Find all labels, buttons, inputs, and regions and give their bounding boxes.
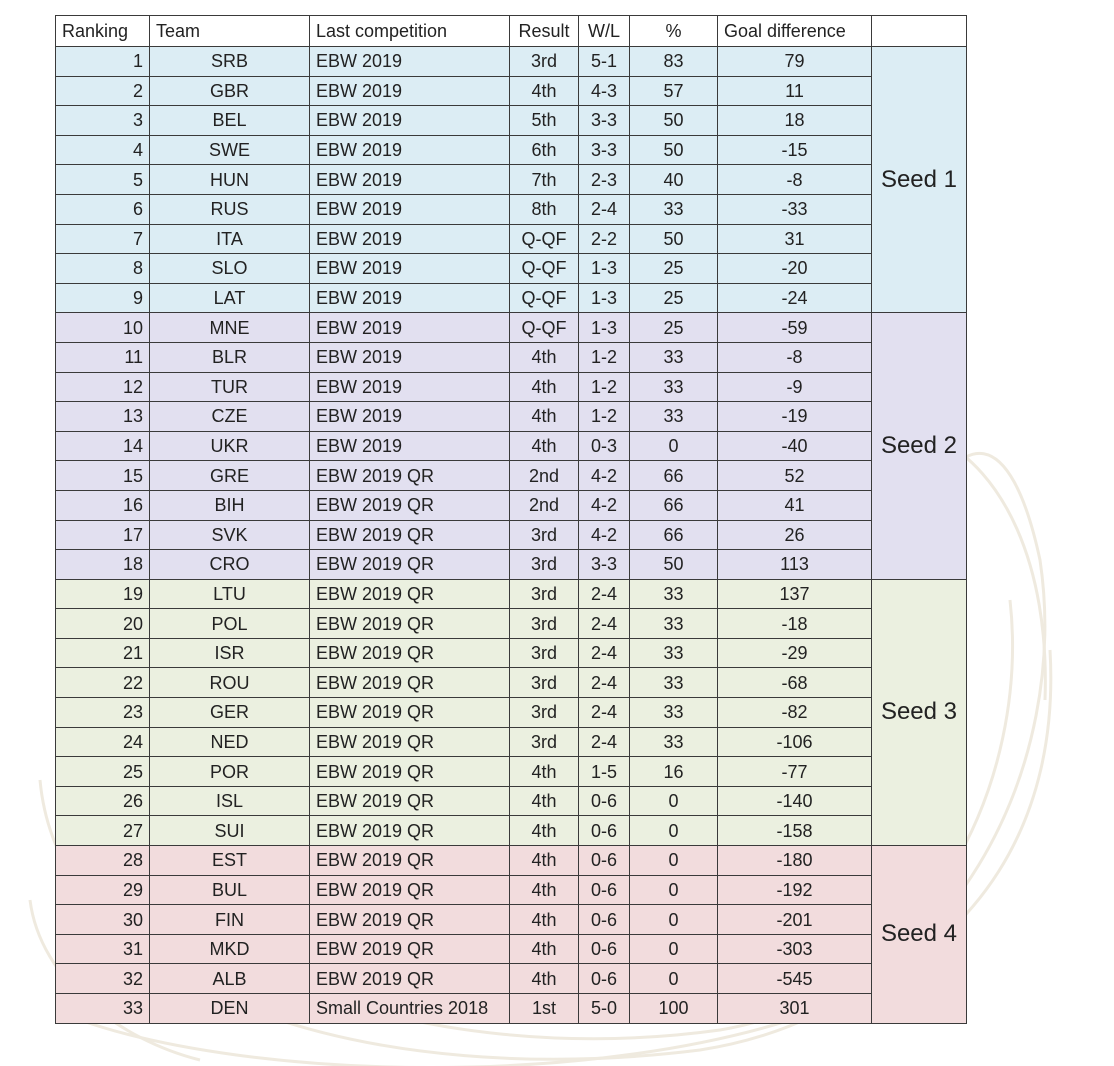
table-row — [56, 668, 967, 698]
cell-last-competition: EBW 2019 QR — [310, 875, 510, 905]
cell-team: LTU — [150, 579, 310, 609]
cell-goal-difference: -303 — [718, 934, 872, 964]
cell-goal-difference: -24 — [718, 283, 872, 313]
cell-team: SRB — [150, 47, 310, 77]
seed-group-label: Seed 1 — [872, 47, 967, 313]
cell-last-competition: EBW 2019 QR — [310, 550, 510, 580]
cell-result: Q-QF — [510, 224, 579, 254]
cell-ranking: 12 — [56, 372, 150, 402]
cell-wl: 0-6 — [579, 934, 630, 964]
cell-result: 3rd — [510, 698, 579, 728]
cell-last-competition: EBW 2019 QR — [310, 816, 510, 846]
cell-goal-difference: -82 — [718, 698, 872, 728]
table-row — [56, 846, 967, 876]
cell-ranking: 32 — [56, 964, 150, 994]
cell-ranking: 30 — [56, 905, 150, 935]
table-row — [56, 994, 967, 1024]
table-row — [56, 490, 967, 520]
cell-result: Q-QF — [510, 283, 579, 313]
cell-goal-difference: 11 — [718, 76, 872, 106]
cell-team: BUL — [150, 875, 310, 905]
seed-ranking-table — [55, 15, 967, 1024]
cell-team: CRO — [150, 550, 310, 580]
cell-wl: 2-3 — [579, 165, 630, 195]
cell-wl: 0-6 — [579, 875, 630, 905]
cell-percent: 0 — [630, 431, 718, 461]
cell-team: UKR — [150, 431, 310, 461]
cell-last-competition: EBW 2019 QR — [310, 786, 510, 816]
cell-ranking: 14 — [56, 431, 150, 461]
cell-team: RUS — [150, 194, 310, 224]
table-row — [56, 579, 967, 609]
seed-group-label: Seed 2 — [872, 313, 967, 579]
cell-ranking: 3 — [56, 106, 150, 136]
cell-wl: 0-6 — [579, 905, 630, 935]
cell-wl: 2-2 — [579, 224, 630, 254]
cell-wl: 1-2 — [579, 342, 630, 372]
table-row — [56, 520, 967, 550]
cell-goal-difference: 52 — [718, 461, 872, 491]
cell-result: 4th — [510, 372, 579, 402]
cell-result: 3rd — [510, 520, 579, 550]
cell-percent: 33 — [630, 402, 718, 432]
table-row — [56, 816, 967, 846]
table-row — [56, 786, 967, 816]
cell-team: ITA — [150, 224, 310, 254]
cell-percent: 0 — [630, 816, 718, 846]
cell-wl: 3-3 — [579, 106, 630, 136]
cell-team: SUI — [150, 816, 310, 846]
cell-percent: 33 — [630, 638, 718, 668]
cell-wl: 2-4 — [579, 579, 630, 609]
cell-wl: 1-3 — [579, 313, 630, 343]
cell-goal-difference: -18 — [718, 609, 872, 639]
cell-ranking: 17 — [56, 520, 150, 550]
cell-team: SVK — [150, 520, 310, 550]
cell-last-competition: EBW 2019 — [310, 254, 510, 284]
table-row — [56, 727, 967, 757]
cell-ranking: 33 — [56, 994, 150, 1024]
cell-percent: 50 — [630, 135, 718, 165]
cell-team: ISR — [150, 638, 310, 668]
cell-wl: 2-4 — [579, 727, 630, 757]
cell-last-competition: EBW 2019 — [310, 194, 510, 224]
cell-result: 3rd — [510, 668, 579, 698]
cell-percent: 33 — [630, 698, 718, 728]
cell-ranking: 26 — [56, 786, 150, 816]
cell-goal-difference: -201 — [718, 905, 872, 935]
cell-goal-difference: -59 — [718, 313, 872, 343]
cell-last-competition: EBW 2019 — [310, 372, 510, 402]
cell-last-competition: EBW 2019 QR — [310, 757, 510, 787]
cell-goal-difference: -192 — [718, 875, 872, 905]
cell-percent: 25 — [630, 254, 718, 284]
cell-team: TUR — [150, 372, 310, 402]
cell-percent: 0 — [630, 875, 718, 905]
cell-wl: 5-0 — [579, 994, 630, 1024]
cell-goal-difference: 41 — [718, 490, 872, 520]
table-row — [56, 283, 967, 313]
cell-last-competition: EBW 2019 — [310, 224, 510, 254]
cell-wl: 1-2 — [579, 372, 630, 402]
cell-ranking: 15 — [56, 461, 150, 491]
cell-ranking: 22 — [56, 668, 150, 698]
cell-wl: 4-3 — [579, 76, 630, 106]
cell-team: SLO — [150, 254, 310, 284]
cell-last-competition: EBW 2019 QR — [310, 520, 510, 550]
cell-ranking: 29 — [56, 875, 150, 905]
table-row — [56, 372, 967, 402]
cell-wl: 4-2 — [579, 520, 630, 550]
cell-wl: 2-4 — [579, 638, 630, 668]
cell-ranking: 11 — [56, 342, 150, 372]
cell-ranking: 2 — [56, 76, 150, 106]
cell-wl: 0-3 — [579, 431, 630, 461]
header-seed — [872, 16, 967, 47]
cell-percent: 57 — [630, 76, 718, 106]
cell-last-competition: EBW 2019 QR — [310, 846, 510, 876]
cell-percent: 50 — [630, 550, 718, 580]
cell-percent: 0 — [630, 934, 718, 964]
table-row — [56, 638, 967, 668]
cell-team: FIN — [150, 905, 310, 935]
cell-goal-difference: -140 — [718, 786, 872, 816]
header-team: Team — [150, 16, 310, 47]
cell-wl: 2-4 — [579, 668, 630, 698]
cell-goal-difference: 113 — [718, 550, 872, 580]
table-row — [56, 47, 967, 77]
cell-ranking: 20 — [56, 609, 150, 639]
cell-percent: 33 — [630, 372, 718, 402]
cell-wl: 0-6 — [579, 816, 630, 846]
cell-ranking: 8 — [56, 254, 150, 284]
cell-goal-difference: -9 — [718, 372, 872, 402]
cell-last-competition: EBW 2019 QR — [310, 727, 510, 757]
table-row — [56, 757, 967, 787]
cell-percent: 0 — [630, 846, 718, 876]
cell-last-competition: EBW 2019 QR — [310, 638, 510, 668]
table-row — [56, 342, 967, 372]
table-row — [56, 698, 967, 728]
cell-goal-difference: -8 — [718, 165, 872, 195]
cell-wl: 0-6 — [579, 964, 630, 994]
cell-last-competition: EBW 2019 — [310, 283, 510, 313]
cell-team: GRE — [150, 461, 310, 491]
cell-last-competition: EBW 2019 — [310, 135, 510, 165]
cell-team: MKD — [150, 934, 310, 964]
cell-wl: 2-4 — [579, 698, 630, 728]
header-ranking: Ranking — [56, 16, 150, 47]
cell-ranking: 13 — [56, 402, 150, 432]
cell-result: 4th — [510, 786, 579, 816]
table-row — [56, 550, 967, 580]
cell-wl: 1-2 — [579, 402, 630, 432]
cell-percent: 66 — [630, 520, 718, 550]
cell-goal-difference: -20 — [718, 254, 872, 284]
cell-result: 3rd — [510, 727, 579, 757]
cell-last-competition: EBW 2019 — [310, 313, 510, 343]
cell-goal-difference: -33 — [718, 194, 872, 224]
cell-goal-difference: -180 — [718, 846, 872, 876]
table-row — [56, 106, 967, 136]
cell-goal-difference: -106 — [718, 727, 872, 757]
cell-team: ALB — [150, 964, 310, 994]
cell-wl: 3-3 — [579, 135, 630, 165]
cell-goal-difference: -8 — [718, 342, 872, 372]
cell-goal-difference: 137 — [718, 579, 872, 609]
cell-wl: 2-4 — [579, 609, 630, 639]
cell-percent: 40 — [630, 165, 718, 195]
cell-goal-difference: 31 — [718, 224, 872, 254]
header-row — [56, 16, 967, 47]
cell-result: 4th — [510, 757, 579, 787]
cell-last-competition: EBW 2019 QR — [310, 579, 510, 609]
cell-percent: 33 — [630, 579, 718, 609]
header-wl: W/L — [579, 16, 630, 47]
cell-last-competition: EBW 2019 — [310, 342, 510, 372]
cell-percent: 33 — [630, 194, 718, 224]
cell-percent: 33 — [630, 668, 718, 698]
cell-last-competition: EBW 2019 — [310, 431, 510, 461]
cell-result: 3rd — [510, 47, 579, 77]
cell-ranking: 28 — [56, 846, 150, 876]
cell-ranking: 18 — [56, 550, 150, 580]
cell-goal-difference: -19 — [718, 402, 872, 432]
cell-last-competition: EBW 2019 QR — [310, 934, 510, 964]
table-row — [56, 76, 967, 106]
cell-percent: 50 — [630, 106, 718, 136]
cell-percent: 50 — [630, 224, 718, 254]
cell-goal-difference: -545 — [718, 964, 872, 994]
cell-ranking: 31 — [56, 934, 150, 964]
table-row — [56, 431, 967, 461]
table-row — [56, 313, 967, 343]
cell-percent: 0 — [630, 905, 718, 935]
cell-result: 3rd — [510, 609, 579, 639]
cell-percent: 100 — [630, 994, 718, 1024]
cell-result: 4th — [510, 964, 579, 994]
cell-last-competition: EBW 2019 QR — [310, 698, 510, 728]
cell-ranking: 23 — [56, 698, 150, 728]
cell-team: GBR — [150, 76, 310, 106]
cell-goal-difference: -158 — [718, 816, 872, 846]
cell-last-competition: EBW 2019 — [310, 76, 510, 106]
table-row — [56, 964, 967, 994]
cell-team: LAT — [150, 283, 310, 313]
cell-team: EST — [150, 846, 310, 876]
cell-last-competition: EBW 2019 — [310, 47, 510, 77]
cell-goal-difference: -15 — [718, 135, 872, 165]
cell-percent: 16 — [630, 757, 718, 787]
cell-result: 4th — [510, 875, 579, 905]
cell-result: 5th — [510, 106, 579, 136]
cell-result: 4th — [510, 816, 579, 846]
cell-last-competition: Small Countries 2018 — [310, 994, 510, 1024]
cell-wl: 2-4 — [579, 194, 630, 224]
cell-result: 4th — [510, 342, 579, 372]
cell-team: GER — [150, 698, 310, 728]
cell-goal-difference: -77 — [718, 757, 872, 787]
cell-percent: 33 — [630, 609, 718, 639]
cell-result: 4th — [510, 431, 579, 461]
cell-last-competition: EBW 2019 QR — [310, 609, 510, 639]
cell-goal-difference: 18 — [718, 106, 872, 136]
header-last-competition: Last competition — [310, 16, 510, 47]
cell-ranking: 7 — [56, 224, 150, 254]
cell-result: 4th — [510, 76, 579, 106]
cell-wl: 5-1 — [579, 47, 630, 77]
cell-percent: 66 — [630, 461, 718, 491]
cell-team: NED — [150, 727, 310, 757]
cell-team: ROU — [150, 668, 310, 698]
header-result: Result — [510, 16, 579, 47]
cell-team: ISL — [150, 786, 310, 816]
cell-result: 3rd — [510, 579, 579, 609]
table-row — [56, 224, 967, 254]
table-row — [56, 609, 967, 639]
cell-last-competition: EBW 2019 — [310, 402, 510, 432]
cell-team: BLR — [150, 342, 310, 372]
cell-team: BEL — [150, 106, 310, 136]
cell-result: 4th — [510, 934, 579, 964]
cell-wl: 4-2 — [579, 461, 630, 491]
cell-result: 4th — [510, 905, 579, 935]
cell-ranking: 21 — [56, 638, 150, 668]
cell-ranking: 27 — [56, 816, 150, 846]
cell-result: 1st — [510, 994, 579, 1024]
cell-result: 2nd — [510, 461, 579, 491]
cell-team: CZE — [150, 402, 310, 432]
cell-ranking: 24 — [56, 727, 150, 757]
cell-result: Q-QF — [510, 254, 579, 284]
cell-goal-difference: -40 — [718, 431, 872, 461]
cell-result: 4th — [510, 402, 579, 432]
cell-last-competition: EBW 2019 QR — [310, 668, 510, 698]
cell-wl: 0-6 — [579, 846, 630, 876]
cell-goal-difference: 26 — [718, 520, 872, 550]
cell-team: SWE — [150, 135, 310, 165]
cell-team: POL — [150, 609, 310, 639]
cell-team: HUN — [150, 165, 310, 195]
cell-ranking: 16 — [56, 490, 150, 520]
cell-last-competition: EBW 2019 QR — [310, 490, 510, 520]
cell-team: POR — [150, 757, 310, 787]
cell-result: 8th — [510, 194, 579, 224]
table-row — [56, 135, 967, 165]
table-row — [56, 905, 967, 935]
table-row — [56, 934, 967, 964]
table-row — [56, 402, 967, 432]
header-goal-difference: Goal difference — [718, 16, 872, 47]
cell-goal-difference: -68 — [718, 668, 872, 698]
cell-result: 3rd — [510, 550, 579, 580]
cell-result: 6th — [510, 135, 579, 165]
cell-result: 2nd — [510, 490, 579, 520]
cell-percent: 83 — [630, 47, 718, 77]
cell-percent: 33 — [630, 342, 718, 372]
cell-percent: 25 — [630, 283, 718, 313]
cell-ranking: 9 — [56, 283, 150, 313]
cell-result: 4th — [510, 846, 579, 876]
cell-team: BIH — [150, 490, 310, 520]
cell-percent: 0 — [630, 964, 718, 994]
cell-last-competition: EBW 2019 QR — [310, 461, 510, 491]
table-row — [56, 461, 967, 491]
cell-ranking: 1 — [56, 47, 150, 77]
cell-ranking: 19 — [56, 579, 150, 609]
cell-goal-difference: 79 — [718, 47, 872, 77]
cell-last-competition: EBW 2019 QR — [310, 905, 510, 935]
cell-ranking: 5 — [56, 165, 150, 195]
cell-team: MNE — [150, 313, 310, 343]
cell-last-competition: EBW 2019 — [310, 165, 510, 195]
seed-group-label: Seed 4 — [872, 846, 967, 1024]
cell-ranking: 6 — [56, 194, 150, 224]
cell-ranking: 25 — [56, 757, 150, 787]
cell-result: 7th — [510, 165, 579, 195]
seed-group-label: Seed 3 — [872, 579, 967, 845]
cell-last-competition: EBW 2019 QR — [310, 964, 510, 994]
cell-ranking: 10 — [56, 313, 150, 343]
cell-result: Q-QF — [510, 313, 579, 343]
cell-wl: 0-6 — [579, 786, 630, 816]
cell-wl: 1-5 — [579, 757, 630, 787]
cell-percent: 25 — [630, 313, 718, 343]
table-row — [56, 165, 967, 195]
cell-percent: 0 — [630, 786, 718, 816]
cell-team: DEN — [150, 994, 310, 1024]
table-row — [56, 254, 967, 284]
cell-ranking: 4 — [56, 135, 150, 165]
cell-percent: 33 — [630, 727, 718, 757]
table-row — [56, 194, 967, 224]
cell-wl: 1-3 — [579, 283, 630, 313]
table-row — [56, 875, 967, 905]
cell-goal-difference: 301 — [718, 994, 872, 1024]
cell-wl: 3-3 — [579, 550, 630, 580]
cell-wl: 4-2 — [579, 490, 630, 520]
cell-last-competition: EBW 2019 — [310, 106, 510, 136]
cell-goal-difference: -29 — [718, 638, 872, 668]
table-body — [56, 47, 967, 1024]
header-percent: % — [630, 16, 718, 47]
cell-percent: 66 — [630, 490, 718, 520]
cell-result: 3rd — [510, 638, 579, 668]
cell-wl: 1-3 — [579, 254, 630, 284]
